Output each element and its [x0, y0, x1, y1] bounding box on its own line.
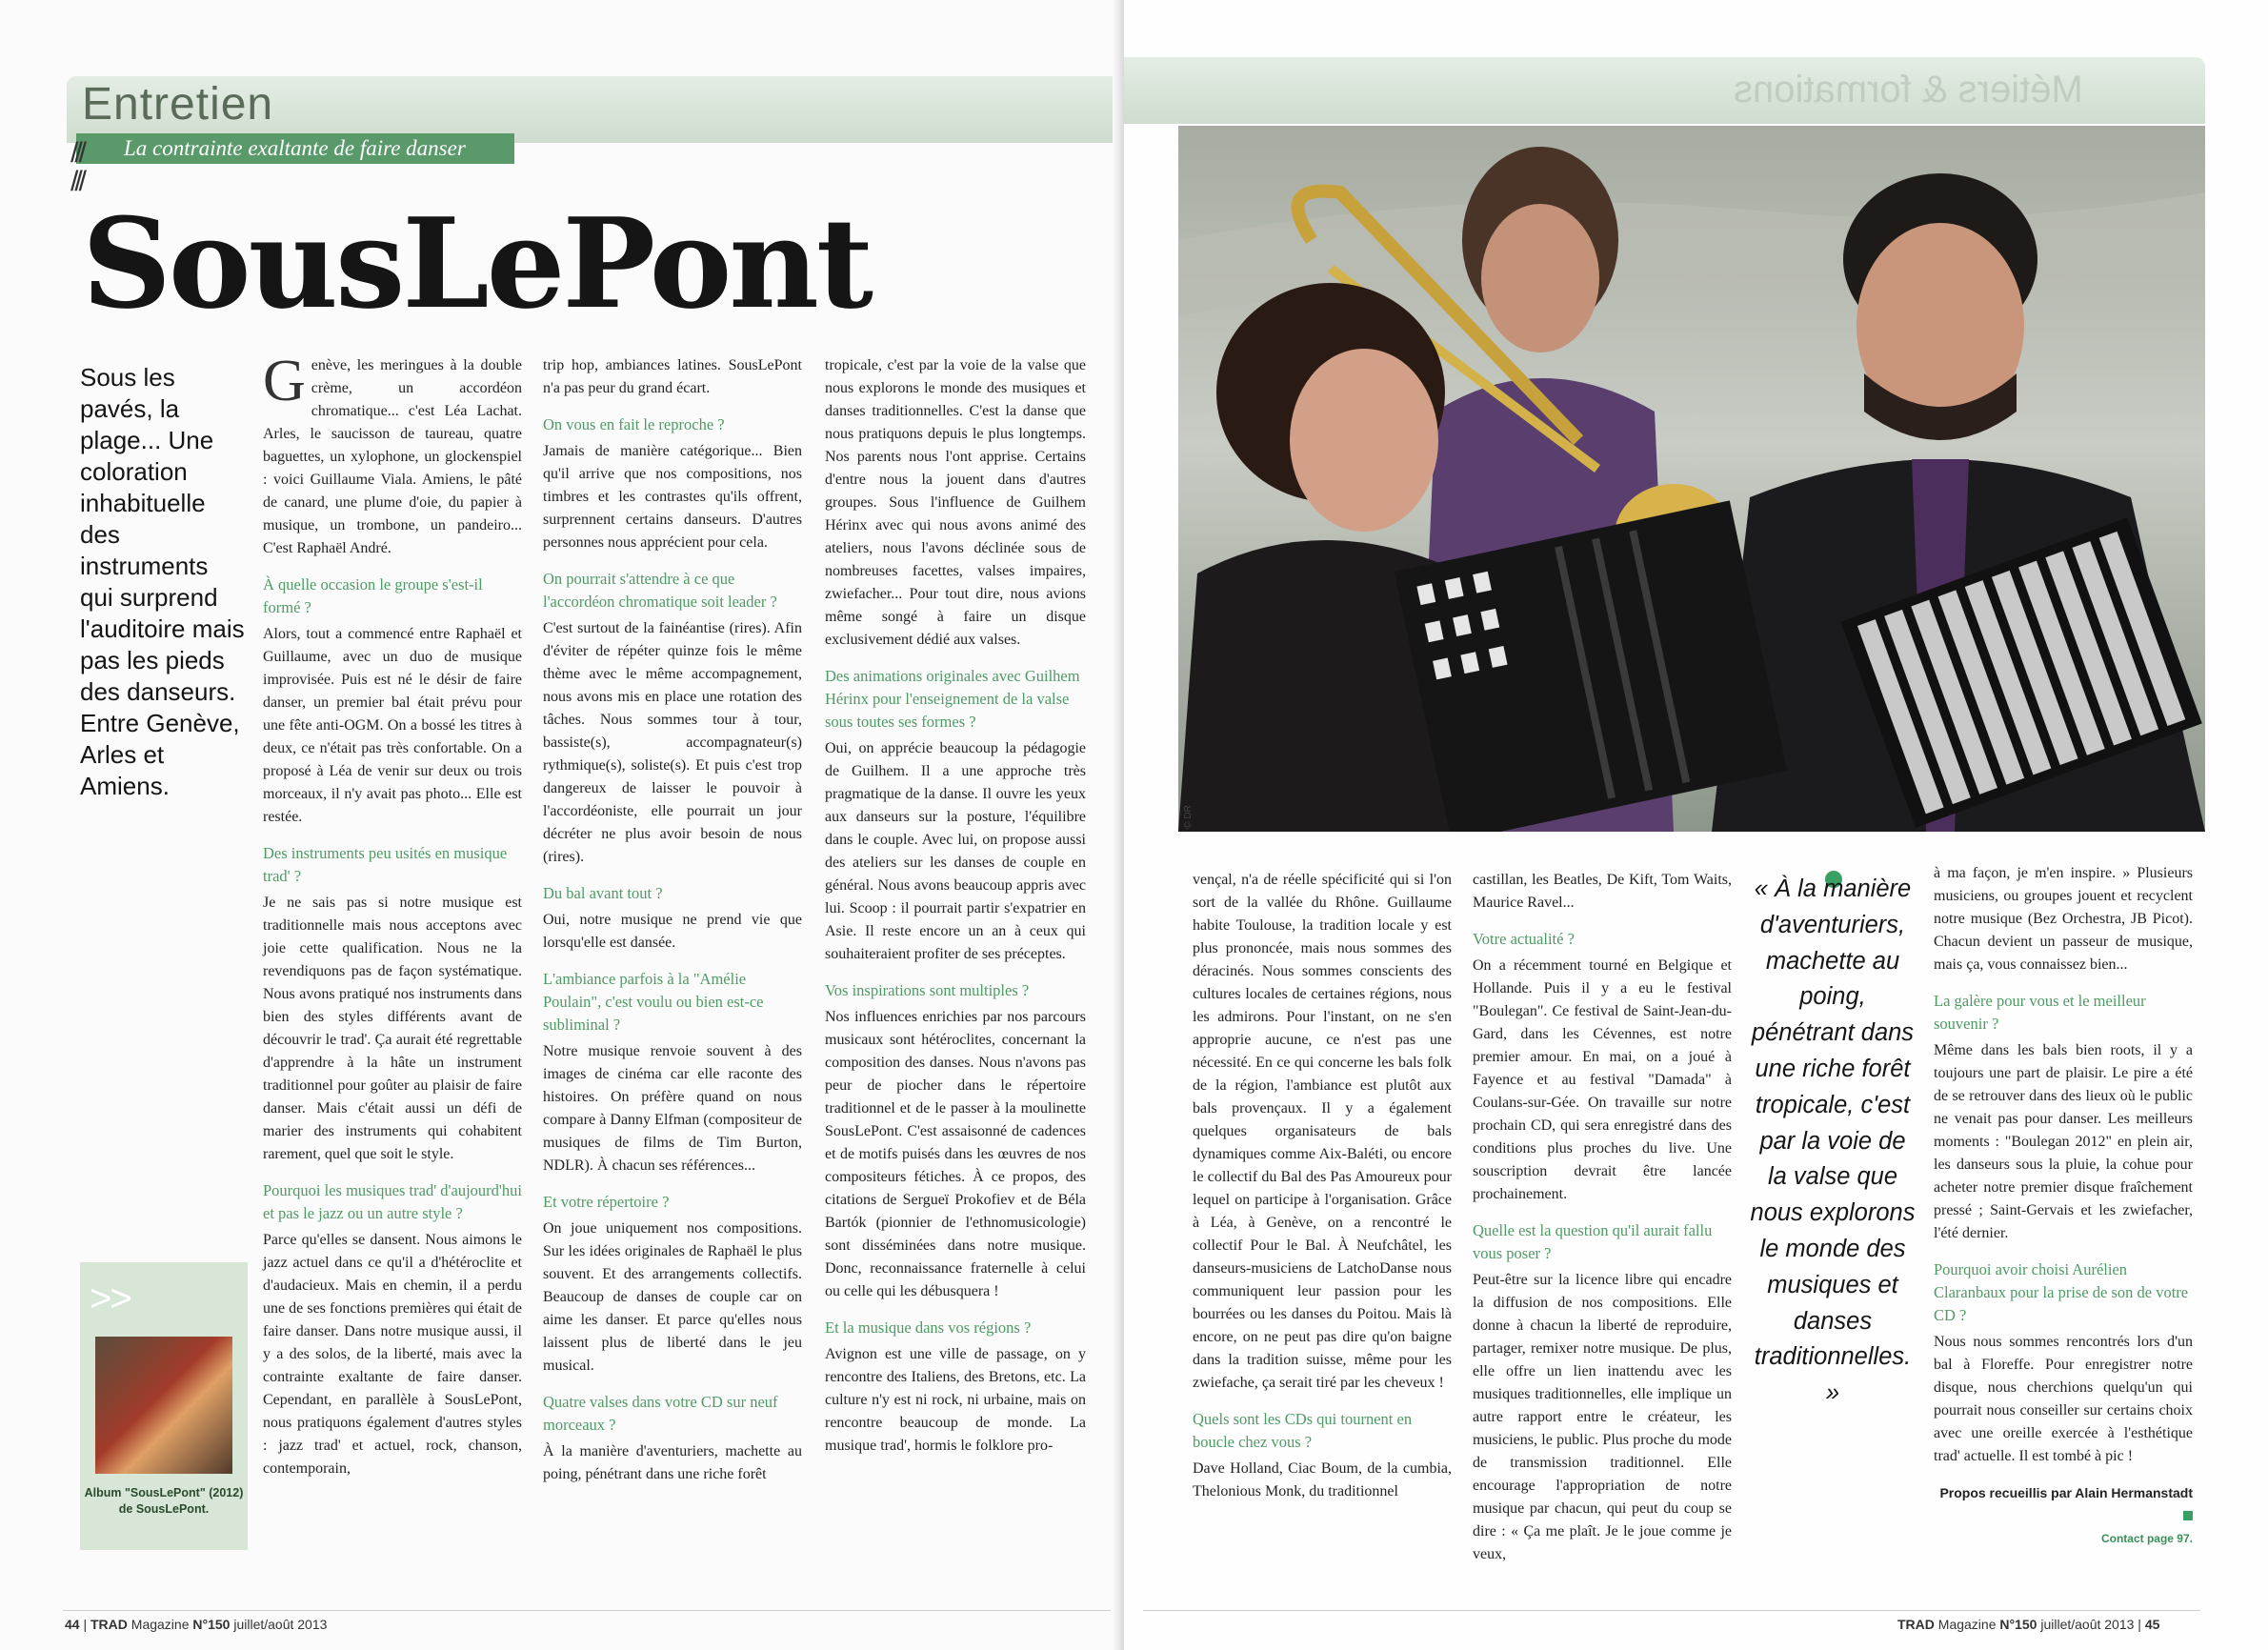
answer: Même dans les bals bien roots, il y a toujours une part de plaisir. Le pire a été de se retrouver dans des lieux où le public ne venait pas pour danser. Les meilleurs moments : "Boulegan 2012" en plein air, les danseurs sous la pluie, la cohue pour acheter notre premier disque fraîchement pressé ; Saint-Gervais et les zwiefacher, l'été dernier. [1934, 1042, 2193, 1241]
signature-text: Propos recueillis par Alain Hermanstadt [1939, 1485, 2193, 1500]
question: On pourrait s'attendre à ce que l'accordéon chromatique soit leader ? [543, 570, 777, 611]
column-3 [825, 354, 1086, 1471]
question: Votre actualité ? [1473, 930, 1575, 948]
intro-paragraph [263, 349, 522, 560]
intro-text: enève, les meringues à la double crème, un accordéon chromatique... c'est Léa Lachat. Arles, le saucisson de taureau, quatre baguettes, un xylophone, un glockenspiel : voici Guillaume Viala. Amiens, le pâté de canard, une plume d'oie, du papier à musique, un trombone, un pandeiro... C'est Raphaël André. [263, 357, 522, 556]
footer-magazine: Magazine [130, 1617, 190, 1632]
footer-date: juillet/août 2013 [233, 1617, 328, 1632]
end-mark-icon [2183, 1511, 2193, 1520]
band-photo [1178, 126, 2205, 832]
footer-brand: TRAD [90, 1617, 128, 1632]
question: L'ambiance parfois à la "Amélie Poulain", c'est voulu ou bien est-ce subliminal ? [543, 970, 764, 1034]
album-box [80, 1262, 248, 1550]
contact-reference: Contact page 97. [2100, 1532, 2193, 1545]
rubric-title: Entretien [82, 79, 274, 130]
question: Pourquoi les musiques trad' d'aujourd'hui et pas le jazz ou un autre style ? [263, 1181, 522, 1222]
answer: C'est surtout de la fainéantise (rires). Afin d'éviter de répéter quinze fois le même thème avec le même accompagnement, nous avons mis en place une rotation des tâches. Nous sommes tour à tour, bassiste(s), accompagnateur(s) rythmique(s), soliste(s). Et puis c'est trop dangereux de laisser le pouvoir à l'accordéoniste, elle pourrait un jour décréter ne plus avoir besoin de nous (rires). [543, 620, 802, 865]
answer: Peut-être sur la licence libre qui encadre la diffusion de nos compositions. Elle donne à chacun la liberté de reproduire, partager, remixer notre musique. De plus, elle offre un lien inattendu avec les musiques traditionnelles, elle implique un autre rapport entre le créateur, les musiciens, le public. Plus proche du mode de transmission traditionnel. Elle encourage l'appropriation de notre musique par chacun, qui peut du coup se dire : « Ça me plaît. Je le joue comme je veux, [1473, 1272, 1732, 1562]
drop-cap: G [263, 349, 306, 413]
lead-paragraph: Sous les pavés, la plage... Une coloration inhabituelle des instruments qui surprend l'auditoire mais pas les pieds des danseurs. Entre Genève, Arles et Amiens. [80, 363, 245, 800]
footer-rule-right [1143, 1610, 2200, 1611]
answer: trip hop, ambiances latines. SousLePont n'a pas peur du grand écart. [543, 357, 802, 396]
footer-issue: N°150 [192, 1617, 231, 1632]
answer: Oui, on apprécie beaucoup la pédagogie de Guilhem. Il a une approche très pragmatique de la danse. Il ouvre les yeux aux danseurs sur la posture, l'équilibre dans le couple. Avec lui, on propose aussi des ateliers sur les danses de couple en général. Nous avons beaucoup appris avec lui. Scoop : il pourrait partir s'expatrier en Asie. Il reste encore un an à ceux qui souhaiteraient profiter de ses préceptes. [825, 740, 1086, 962]
article-subtitle: La contrainte exaltante de faire danser [124, 136, 466, 160]
double-arrow-icon: >> [90, 1278, 130, 1319]
question: Et votre répertoire ? [543, 1193, 670, 1211]
hatch-marks: /// [70, 137, 84, 169]
answer: castillan, les Beatles, De Kift, Tom Waits, Maurice Ravel... [1473, 872, 1732, 911]
answer: Nous nous sommes rencontrés lors d'un bal à Floreffe. Pour enregistrer notre disque, nous cherchions quelqu'un qui pourrait nous conseiller sur certains choix avec une oreille exercée à l'esthétique trad' actuelle. Il est tombé à pic ! [1934, 1334, 2193, 1464]
column-4 [1193, 869, 1452, 1517]
question: On vous en fait le reproche ? [543, 415, 725, 433]
footer-right: TRAD Magazine N°150 juillet/août 2013 | 45 [1897, 1617, 2160, 1632]
answer: On joue uniquement nos compositions. Sur les idées originales de Raphaël le plus souvent. Et des arrangements collectifs. Beaucoup de danses de couple car on aime les danser. Et parce qu'elles nous laissent plus de liberté dans le jeu musical. [543, 1220, 802, 1374]
question: La galère pour vous et le meilleur souvenir ? [1934, 992, 2146, 1033]
pull-quote: « À la manière d'aventuriers, machette au poing, pénétrant dans une riche forêt tropicale, c'est par la voie de la valse que nous explorons le monde des musiques et danses traditionnelles. » [1750, 875, 1916, 1407]
answer: Avignon est une ville de passage, on y rencontre des Italiens, des Bretons, etc. La culture n'y est ni rock, ni urbaine, mais on rencontre beaucoup de monde. La musique trad', hormis le folklore pro- [825, 1346, 1086, 1454]
answer: tropicale, c'est par la voie de la valse que nous explorons le monde des musiques et danses traditionnelles. C'est la danse que nous pratiquons depuis le plus longtemps. Nos parents nous l'ont apprise. Certains d'entre nous la jouent dans d'autres groupes. Sous l'influence de Guilhem Hérinx avec qui nous avons animé des ateliers, nous l'avons déclinée sous de nombreuses facettes, valses impaires, zwiefacher... Pour tout dire, nous avions même songé à faire un disque exclusivement dédié aux valses. [825, 357, 1086, 648]
article-title: SousLePont [82, 191, 871, 336]
answer: à ma façon, je m'en inspire. » Plusieurs musiciens, ou groupes jouent et recyclent notre musique (Bez Orchestra, JB Picot). Chacun devient un passeur de musique, mais ça, vous connaissez bien... [1934, 865, 2193, 973]
column-1 [263, 349, 522, 1494]
column-2 [543, 354, 802, 1499]
answer: Oui, notre musique ne prend vie que lorsqu'elle est dansée. [543, 912, 802, 951]
question: Quelle est la question qu'il aurait fallu vous poser ? [1473, 1221, 1713, 1262]
question: Quels sont les CDs qui tournent en boucle chez vous ? [1193, 1410, 1413, 1451]
author-signature [1934, 1481, 2193, 1527]
band-photo-illustration [1178, 126, 2205, 832]
footer-magazine-right: Magazine [1937, 1617, 1997, 1632]
page-number-right: 45 [2144, 1617, 2160, 1632]
question: À quelle occasion le groupe s'est-il formé ? [263, 575, 483, 616]
footer-brand-right: TRAD [1897, 1617, 1935, 1632]
footer-rule [63, 1610, 1111, 1611]
question: Des instruments peu usités en musique trad' ? [263, 844, 508, 885]
question: Pourquoi avoir choisi Aurélien Claranbaux pour la prise de son de votre CD ? [1934, 1260, 2189, 1324]
column-6 [1934, 862, 2193, 1550]
question: Quatre valses dans votre CD sur neuf morceaux ? [543, 1393, 778, 1434]
page-number-left: 44 [65, 1617, 80, 1632]
hatch-marks-lower: /// [70, 166, 84, 197]
question: Du bal avant tout ? [543, 884, 663, 902]
footer-date-right: juillet/août 2013 [2040, 1617, 2135, 1632]
subtitle-band [76, 133, 514, 164]
rubric-show-through: Métiers & formations [1734, 69, 2083, 111]
answer: Je ne sais pas si notre musique est traditionnelle mais nous acceptons avec joie cette qualification. Nous ne la revendiquons pas de façon systématique. Nous avons pratiqué nos instruments dans bien des styles différents avant de découvrir le trad'. Ça aurait été regrettable d'apprendre à la hâte un instrument traditionnel pour goûter au plaisir de faire danser. Mais c'était aussi un défi de marier des instruments qui cohabitent rarement, quel que soit le style. [263, 895, 522, 1162]
answer: On a récemment tourné en Belgique et Hollande. Puis il y a eu le festival "Boulegan". Ce festival de Saint-Jean-du-Gard, dans les Cévennes, est notre premier amour. En mai, on a joué à Fayence et au festival "Damada" à Coulans-sur-Gée. On travaille sur notre prochain CD, qui sera enregistré dans des conditions plus proches du live. Une souscription devrait être lancée prochainement. [1473, 957, 1732, 1202]
answer: À la manière d'aventuriers, machette au poing, pénétrant dans une riche forêt [543, 1443, 802, 1482]
column-5 [1473, 869, 1732, 1580]
footer-issue-right: N°150 [1999, 1617, 2037, 1632]
question: Et la musique dans vos régions ? [825, 1318, 1032, 1337]
footer-left: 44 | TRAD Magazine N°150 juillet/août 2013 [65, 1617, 328, 1632]
question: Vos inspirations sont multiples ? [825, 981, 1030, 999]
answer: Alors, tout a commencé entre Raphaël et Guillaume, avec un duo de musique improvisée. Puis est né le désir de faire danser, un premier bal était prévu pour une fête anti-OGM. On a bossé les titres à deux, ce n'était pas très confortable. On a proposé à Léa de venir sur deux ou trois morceaux, il n'y avait pas photo... Elle est restée. [263, 626, 522, 825]
answer: Nos influences enrichies par nos parcours musicaux sont hétéroclites, concernant la composition des danses. Nous n'avons pas peur de piocher dans le répertoire traditionnel et de le passer à la moulinette SousLePont. C'est assaisonné de cadences et de motifs puisés dans les œuvres de nos compositeurs fétiches. À ce propos, des citations de Sergueï Prokofiev et de Béla Bartók (pionnier de l'ethnomusicologie) sont disséminées dans notre musique. Donc, reconnaissance fraternelle à celui ou celle qui les débusquera ! [825, 1009, 1086, 1299]
answer: Parce qu'elles se dansent. Nous aimons le jazz actuel dans ce qu'il a d'hétéroclite et d'audacieux. Mais en chemin, il a perdu une de ses fonctions premières qui était de faire danser. Dans notre musique aussi, il y a des solos, de la liberté, mais avec la contrainte exaltante de faire danser. Cependant, en parallèle à SousLePont, nous pratiquons également d'autres styles : jazz trad' et actuel, rock, chanson, contemporain, [263, 1232, 522, 1477]
answer: Dave Holland, Ciac Boum, de la cumbia, Thelonious Monk, du traditionnel [1193, 1460, 1452, 1499]
album-caption: Album "SousLePont" (2012) de SousLePont. [84, 1486, 244, 1516]
question: Des animations originales avec Guilhem Hérinx pour l'enseignement de la valse sous toutes ses formes ? [825, 667, 1080, 731]
answer: Notre musique renvoie souvent à des images de cinéma car elle raconte des histoires. On préfère quand on nous compare à Danny Elfman (compositeur de musiques de films de Tim Burton, NDLR). À chacun ses références... [543, 1043, 802, 1174]
answer: vençal, n'a de réelle spécificité qui si l'on sort de la vallée du Rhône. Guillaume habite Toulouse, la tradition locale y est plus prononcée, mais nous sommes des déracinés. Nous sommes conscients des cultures locales de certaines régions, nous les admirons. Pour l'instant, on ne s'en approprie aucune, ce n'est pas une nécessité. En ce qui concerne les bals folk de la région, l'ambiance est plutôt aux bals provençaux. Il y a également quelques organisateurs de bals dynamiques comme Aix-Baléti, ou encore le collectif du Bal des Pas Amoureux pour lequel on participe à l'organisation. Grâce à Léa, à Genève, on a rencontré le collectif Pour le Bal. À Neufchâtel, les danseurs-musiciens de LatchoDanse nous communiquent leur passion pour les bourrées ou les danses du Poitou. Mais là encore, on ne peut pas dire qu'on baigne dans la tradition suisse, même pour les zwiefache, ça serait tiré par les cheveux ! [1193, 872, 1452, 1391]
left-page [0, 0, 1124, 1650]
album-cover-image [95, 1337, 232, 1474]
photo-credit: © DR [1182, 805, 1194, 829]
answer: Jamais de manière catégorique... Bien qu'il arrive que nos compositions, nos timbres et les contrastes qu'ils offrent, surprennent certains danseurs. D'autres personnes nous apprécient pour cela. [543, 443, 802, 551]
